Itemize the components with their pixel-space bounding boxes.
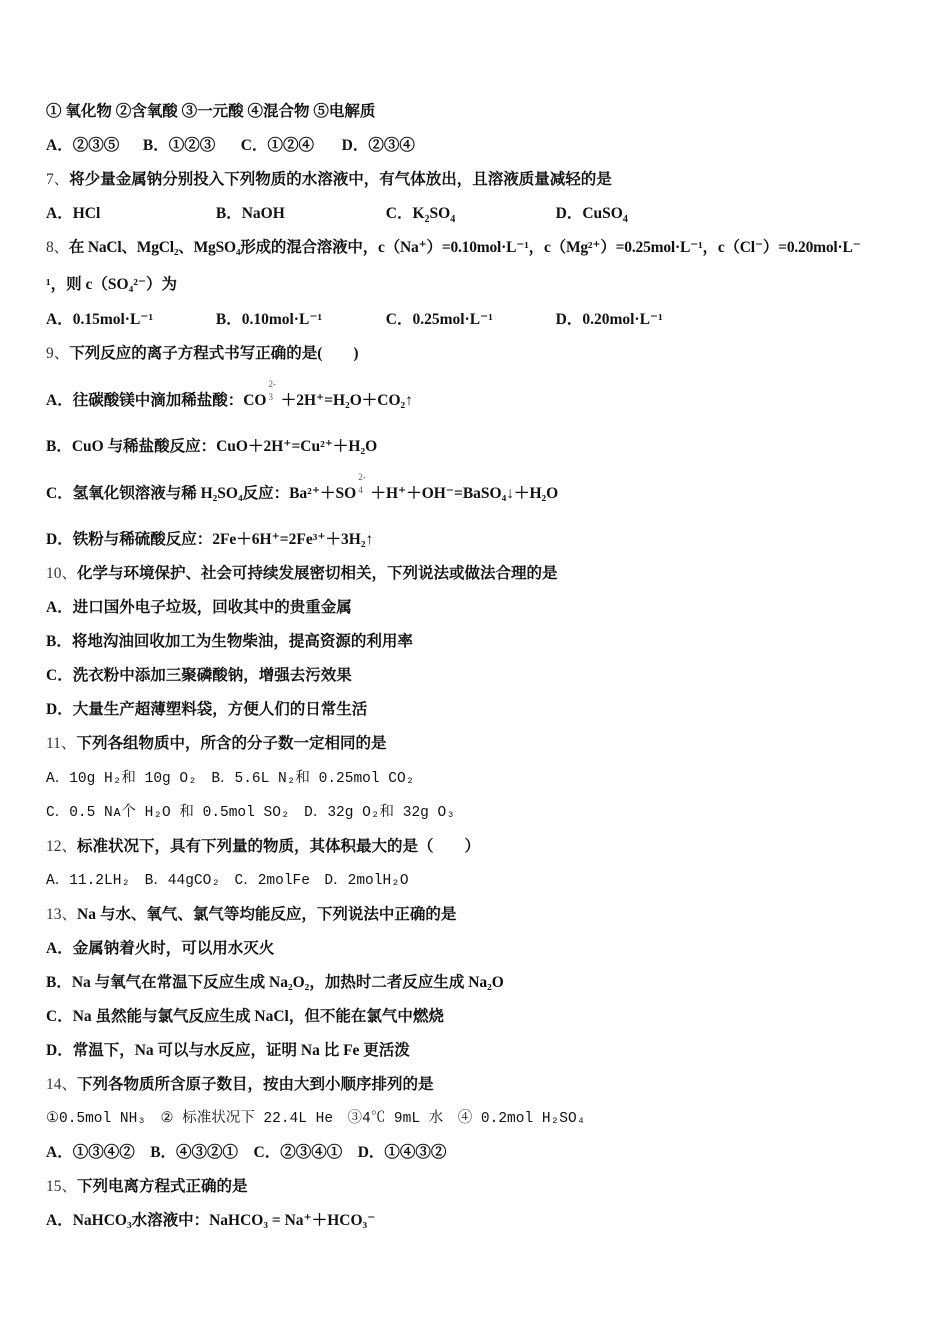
q12-options: A．11.2LH₂ B．44gCO₂ C．2molFe D．2molH₂O	[46, 873, 409, 889]
q10-stem	[46, 564, 558, 584]
q7-option-a: A．HCl	[46, 205, 101, 222]
question-number: 9、	[46, 345, 70, 362]
question-text: 在 NaCl、MgCl₂、MgSO₄形成的混合溶液中，c（Na⁺）=0.10mol·L⁻¹，c（Mg²⁺）=0.25mol·L⁻¹，c（Cl⁻）=0.20mol·L⁻	[68, 239, 861, 256]
q10-option-a: A．进口国外电子垃圾，回收其中的贵重金属	[46, 599, 352, 616]
q13-option-c: C．Na 虽然能与氯气反应生成 NaCl，但不能在氯气中燃烧	[46, 1008, 444, 1025]
q8-option-c: C．0.25mol·L⁻¹	[385, 311, 493, 328]
q12-stem	[46, 837, 480, 857]
q14-items: ①0.5mol NH₃ ② 标准状况下 22.4L He ③4℃ 9mL 水 ④ 0.2mol H₂SO₄	[46, 1111, 586, 1127]
q6-option-c: C．①②④	[240, 137, 314, 154]
question-text: 将少量金属钠分别投入下列物质的水溶液中，有气体放出，且溶液质量减轻的是	[69, 171, 612, 188]
question-number: 11、	[46, 735, 77, 752]
carbonate-ion-charge: 2- $^3$	[268, 379, 276, 402]
q6-options	[46, 136, 415, 156]
q13-option-b: B．Na 与氧气在常温下反应生成 Na₂O₂，加热时二者反应生成 Na₂O	[46, 974, 504, 991]
q13-stem	[46, 905, 456, 925]
q9-option-d: D．铁粉与稀硫酸反应：2Fe＋6H⁺=2Fe³⁺＋3H₂↑	[46, 531, 374, 548]
question-text: Na 与水、氧气、氯气等均能反应，下列说法中正确的是	[77, 906, 457, 923]
q6-option-a: A．②③⑤	[46, 137, 120, 154]
question-text: 下列电离方程式正确的是	[77, 1178, 248, 1195]
q6-items: ① 氧化物 ②含氧酸 ③一元酸 ④混合物 ⑤电解质	[46, 103, 376, 120]
q11-stem	[46, 734, 386, 754]
q10-option-c: C．洗衣粉中添加三聚磷酸钠，增强去污效果	[46, 667, 352, 684]
q8-option-d: D．0.20mol·L⁻¹	[555, 311, 663, 328]
q7-option-d: D．CuSO$_4$	[555, 205, 628, 226]
q9-option-b: B．CuO 与稀盐酸反应：CuO＋2H⁺=Cu²⁺＋H₂O	[46, 438, 378, 455]
question-number: 8、	[46, 239, 69, 256]
q7-option-c: C．$K_2SO_4$	[385, 205, 456, 226]
question-number: 10、	[46, 565, 78, 582]
question-text: 下列各物质所含原子数目，按由大到小顺序排列的是	[77, 1076, 434, 1093]
q9-stem	[46, 344, 359, 364]
question-number: 12、	[46, 838, 78, 855]
q7-stem	[46, 170, 612, 190]
q8-option-a: A．0.15mol·L⁻¹	[46, 311, 154, 328]
question-number: 15、	[46, 1178, 78, 1195]
q15-stem	[46, 1177, 248, 1197]
question-text: 下列各组物质中，所含的分子数一定相同的是	[76, 735, 387, 752]
q7-option-b: B．NaOH	[215, 205, 285, 222]
question-text: 化学与环境保护、社会可持续发展密切相关，下列说法或做法合理的是	[77, 565, 558, 582]
q11-options-line1: A．10g H₂和 10g O₂ B．5.6L N₂和 0.25mol CO₂	[46, 771, 415, 787]
q13-option-d: D．常温下，Na 可以与水反应，证明 Na 比 Fe 更活泼	[46, 1042, 410, 1059]
q8-stem-line1	[46, 238, 861, 258]
q9-option-c: C．氢氧化钡溶液与稀 H₂SO₄反应：Ba²⁺＋SO 2- $^4$ ＋H⁺＋OH⁻=BaSO₄↓＋H₂O	[46, 484, 558, 505]
q8-option-b: B．0.10mol·L⁻¹	[215, 311, 323, 328]
question-number: 14、	[46, 1076, 78, 1093]
q6-option-d: D．②③④	[341, 137, 415, 154]
q14-options: A．①③④② B．④③②① C．②③④① D．①④③②	[46, 1144, 447, 1161]
question-text: 下列反应的离子方程式书写正确的是( )	[69, 345, 359, 362]
question-text: 标准状况下，具有下列量的物质，其体积最大的是（ ）	[77, 838, 481, 855]
q13-option-a: A．金属钠着火时，可以用水灭火	[46, 940, 275, 957]
q8-options	[46, 310, 663, 330]
q14-stem	[46, 1075, 434, 1095]
q9-option-a: A．往碳酸镁中滴加稀盐酸：CO 2- $^3$ ＋2H⁺=H₂O＋CO₂↑	[46, 391, 413, 412]
q10-option-d: D．大量生产超薄塑料袋，方便人们的日常生活	[46, 701, 368, 718]
q8-stem-line2: ¹，则 c（SO₄²⁻）为	[46, 276, 178, 293]
question-number: 7、	[46, 171, 70, 188]
q6-option-b: B．①②③	[142, 137, 216, 154]
q10-option-b: B．将地沟油回收加工为生物柴油，提高资源的利用率	[46, 633, 413, 650]
q11-options-line2: C．0.5 Nᴀ个 H₂O 和 0.5mol SO₂ D．32g O₂和 32g O₃	[46, 805, 455, 821]
q15-option-a: A．NaHCO₃水溶液中：NaHCO₃ = Na⁺＋HCO₃⁻	[46, 1212, 376, 1229]
question-number: 13、	[46, 906, 78, 923]
sulfate-ion-charge: 2- $^4$	[358, 472, 366, 495]
q7-options	[46, 204, 628, 224]
